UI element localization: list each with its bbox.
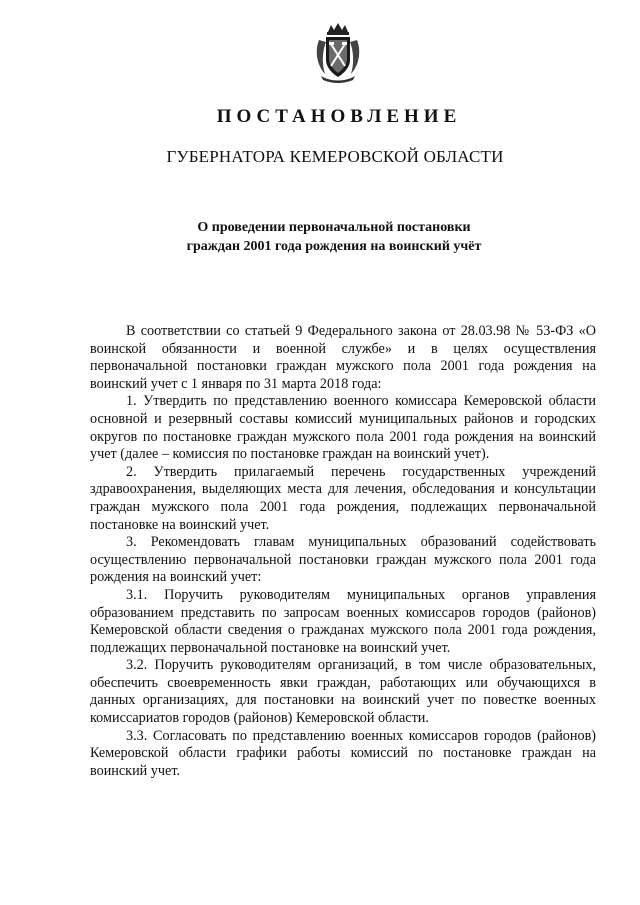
document-subject: [0, 218, 640, 256]
coat-of-arms-icon: [313, 22, 363, 84]
subject-line-1: О проведении первоначальной постановки: [197, 220, 471, 235]
paragraph-3-3: 3.3. Согласовать по представлению военных комиссаров городов (районов) Кемеровской области графики работы комиссий по постановке граждан на воинский учет.: [90, 727, 596, 779]
paragraph-3-2: 3.2. Поручить руководителям организаций, в том числе образовательных, обеспечить своевременность явки граждан, работающих или обучающихся в данных организациях, для постановки на воинский учет по повестке военных комиссариатов городов (районов) Кемеровской области.: [90, 657, 596, 727]
paragraph-2: 2. Утвердить прилагаемый перечень государственных учреждений здравоохранения, выделяющих места для лечения, обследования и консультации граждан мужского пола 2001 года рождения, подлежащих первоначальной постановке на воинский учет.: [90, 463, 596, 533]
paragraph-3-1: 3.1. Поручить руководителям муниципальных органов управления образованием представить по запросам военных комиссаров городов (районов) Кемеровской области сведения о гражданах мужского пола 2001 года рождения, подлежащих первоначальной постановке на воинский учет.: [90, 586, 596, 656]
document-body: [90, 323, 596, 780]
subject-line-2: граждан 2001 года рождения на воинский учёт: [186, 239, 482, 254]
document-type-title: ПОСТАНОВЛЕНИЕ: [216, 106, 462, 127]
paragraph-preamble: В соответствии со статьей 9 Федерального закона от 28.03.98 № 53-ФЗ «О воинской обязанности и военной службе» и в целях осуществления первоначальной постановки граждан мужского пола 2001 года рождения на воинский учет с 1 января по 31 марта 2018 года:: [90, 323, 596, 392]
paragraph-1: 1. Утвердить по представлению военного комиссара Кемеровской области основной и резервный составы комиссий муниципальных районов и городских округов по постановке граждан мужского пола 2001 года рождения на воинский учет (далее – комиссия по постановке граждан на воинский учет).: [90, 393, 596, 463]
paragraph-3: 3. Рекомендовать главам муниципальных образований содействовать осуществлению первоначальной постановки граждан мужского пола 2001 года рождения на воинский учет:: [90, 534, 596, 586]
issuer-title: ГУБЕРНАТОРА КЕМЕРОВСКОЙ ОБЛАСТИ: [166, 147, 504, 166]
